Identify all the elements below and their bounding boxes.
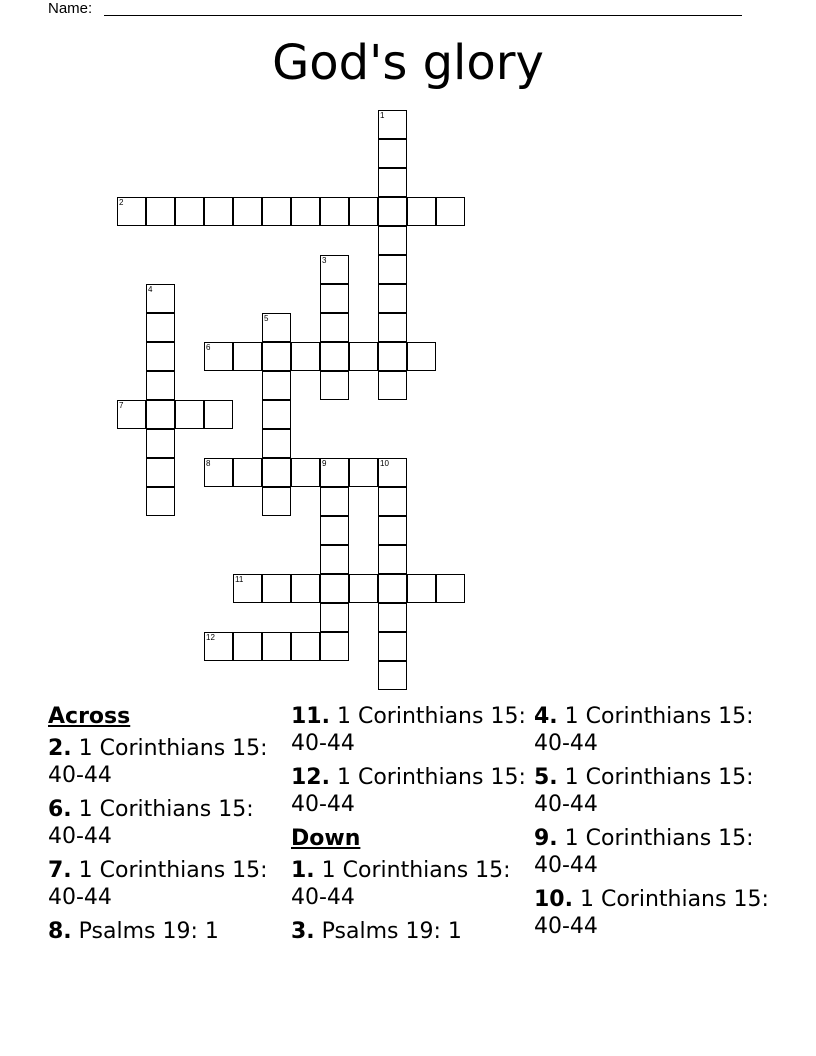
grid-cell[interactable]: [436, 574, 465, 603]
grid-cell[interactable]: [262, 313, 291, 342]
grid-cell[interactable]: [320, 197, 349, 226]
cell-number: 2: [119, 198, 124, 207]
page-title: God's glory: [272, 35, 544, 91]
grid-cell[interactable]: [262, 632, 291, 661]
grid-cell[interactable]: [378, 342, 407, 371]
grid-cell[interactable]: [117, 400, 146, 429]
cell-number: 10: [380, 459, 389, 468]
grid-cell[interactable]: [320, 458, 349, 487]
grid-cell[interactable]: [378, 168, 407, 197]
grid-cell[interactable]: [349, 197, 378, 226]
clue-number: 11.: [291, 704, 330, 729]
clue-number: 3.: [291, 919, 315, 944]
cell-number: 8: [206, 459, 211, 468]
grid-cell[interactable]: [320, 255, 349, 284]
grid-cell[interactable]: [320, 342, 349, 371]
grid-cell[interactable]: [233, 574, 262, 603]
clue-number: 5.: [534, 765, 558, 790]
grid-cell[interactable]: [146, 197, 175, 226]
cell-number: 12: [206, 633, 215, 642]
grid-cell[interactable]: [320, 313, 349, 342]
clue-number: 8.: [48, 919, 72, 944]
clue-item: [534, 703, 770, 757]
grid-cell[interactable]: [262, 371, 291, 400]
grid-cell[interactable]: [146, 342, 175, 371]
clue-text: 1 Corinthians 15: 40-44: [534, 765, 754, 817]
clue-text: 1 Corinthians 15: 40-44: [48, 736, 268, 788]
clue-number: 7.: [48, 858, 72, 883]
clue-item: [48, 857, 284, 911]
grid-cell[interactable]: [262, 487, 291, 516]
grid-cell[interactable]: [378, 255, 407, 284]
clue-text: 1 Corinthians 15: 40-44: [534, 704, 754, 756]
grid-cell[interactable]: [320, 284, 349, 313]
cell-number: 5: [264, 314, 269, 323]
grid-cell[interactable]: [349, 458, 378, 487]
grid-cell[interactable]: [291, 342, 320, 371]
grid-cell[interactable]: [349, 342, 378, 371]
grid-cell[interactable]: [320, 545, 349, 574]
grid-cell[interactable]: [146, 371, 175, 400]
clue-item: [291, 764, 527, 818]
grid-cell[interactable]: [204, 458, 233, 487]
grid-cell[interactable]: [291, 197, 320, 226]
cell-number: 3: [322, 256, 327, 265]
grid-cell[interactable]: [146, 400, 175, 429]
grid-cell[interactable]: [291, 458, 320, 487]
grid-cell[interactable]: [378, 284, 407, 313]
grid-cell[interactable]: [117, 197, 146, 226]
cell-number: 4: [148, 285, 153, 294]
grid-cell[interactable]: [349, 574, 378, 603]
clue-text: 1 Corinthians 15: 40-44: [534, 826, 754, 878]
grid-cell[interactable]: [378, 545, 407, 574]
clue-item: [48, 918, 284, 945]
clue-text: 1 Corithians 15: 40-44: [48, 797, 254, 849]
grid-cell[interactable]: [320, 487, 349, 516]
grid-cell[interactable]: [204, 400, 233, 429]
grid-cell[interactable]: [175, 197, 204, 226]
clue-item: [291, 703, 527, 757]
clue-number: 1.: [291, 858, 315, 883]
grid-cell[interactable]: [378, 458, 407, 487]
clue-number: 10.: [534, 887, 573, 912]
clues-column-1: [48, 703, 284, 952]
clue-item: [291, 857, 527, 911]
grid-cell[interactable]: [378, 139, 407, 168]
grid-cell[interactable]: [378, 661, 407, 690]
grid-cell[interactable]: [262, 458, 291, 487]
grid-cell[interactable]: [407, 342, 436, 371]
grid-cell[interactable]: [146, 487, 175, 516]
grid-cell[interactable]: [378, 110, 407, 139]
clue-number: 9.: [534, 826, 558, 851]
grid-cell[interactable]: [378, 487, 407, 516]
cell-number: 6: [206, 343, 211, 352]
grid-cell[interactable]: [146, 429, 175, 458]
grid-cell[interactable]: [378, 226, 407, 255]
clue-text: 1 Corinthians 15: 40-44: [291, 765, 526, 817]
across-heading: Across: [48, 704, 131, 729]
clue-item: [48, 796, 284, 850]
grid-cell[interactable]: [262, 429, 291, 458]
clue-item: [534, 764, 770, 818]
clue-item: [534, 886, 770, 940]
grid-cell[interactable]: [262, 400, 291, 429]
grid-cell[interactable]: [378, 313, 407, 342]
grid-cell[interactable]: [262, 342, 291, 371]
grid-cell[interactable]: [146, 284, 175, 313]
clue-text: 1 Corinthians 15: 40-44: [291, 704, 526, 756]
clue-number: 2.: [48, 736, 72, 761]
name-label: Name:: [48, 0, 93, 17]
grid-cell[interactable]: [146, 313, 175, 342]
grid-cell[interactable]: [378, 371, 407, 400]
clue-text: 1 Corinthians 15: 40-44: [48, 858, 268, 910]
cell-number: 7: [119, 401, 124, 410]
clue-text: Psalms 19: 1: [78, 919, 219, 944]
clue-text: 1 Corinthians 15: 40-44: [291, 858, 511, 910]
grid-cell[interactable]: [233, 632, 262, 661]
clue-item: [48, 735, 284, 789]
grid-cell[interactable]: [175, 400, 204, 429]
grid-cell[interactable]: [204, 342, 233, 371]
clue-number: 6.: [48, 797, 72, 822]
clues-column-3: [534, 703, 770, 947]
grid-cell[interactable]: [233, 458, 262, 487]
grid-cell[interactable]: [407, 197, 436, 226]
grid-cell[interactable]: [378, 516, 407, 545]
clue-item: [291, 918, 527, 945]
grid-cell[interactable]: [378, 603, 407, 632]
grid-cell[interactable]: [291, 632, 320, 661]
clue-number: 12.: [291, 765, 330, 790]
clue-text: 1 Corinthians 15: 40-44: [534, 887, 769, 939]
grid-cell[interactable]: [262, 574, 291, 603]
cell-number: 1: [380, 111, 385, 120]
clue-text: Psalms 19: 1: [321, 919, 462, 944]
cell-number: 11: [235, 575, 244, 584]
grid-cell[interactable]: [204, 632, 233, 661]
grid-cell[interactable]: [320, 603, 349, 632]
grid-cell[interactable]: [204, 197, 233, 226]
grid-cell[interactable]: [407, 574, 436, 603]
grid-cell[interactable]: [320, 371, 349, 400]
grid-cell[interactable]: [320, 574, 349, 603]
grid-cell[interactable]: [146, 458, 175, 487]
cell-number: 9: [322, 459, 327, 468]
grid-cell[interactable]: [320, 632, 349, 661]
grid-cell[interactable]: [233, 342, 262, 371]
grid-cell[interactable]: [320, 516, 349, 545]
grid-cell[interactable]: [378, 574, 407, 603]
clue-number: 4.: [534, 704, 558, 729]
grid-cell[interactable]: [233, 197, 262, 226]
grid-cell[interactable]: [378, 197, 407, 226]
grid-cell[interactable]: [436, 197, 465, 226]
grid-cell[interactable]: [378, 632, 407, 661]
clue-item: [534, 825, 770, 879]
clues-column-2: [291, 703, 527, 952]
down-heading: Down: [291, 826, 361, 851]
grid-cell[interactable]: [262, 197, 291, 226]
grid-cell[interactable]: [291, 574, 320, 603]
